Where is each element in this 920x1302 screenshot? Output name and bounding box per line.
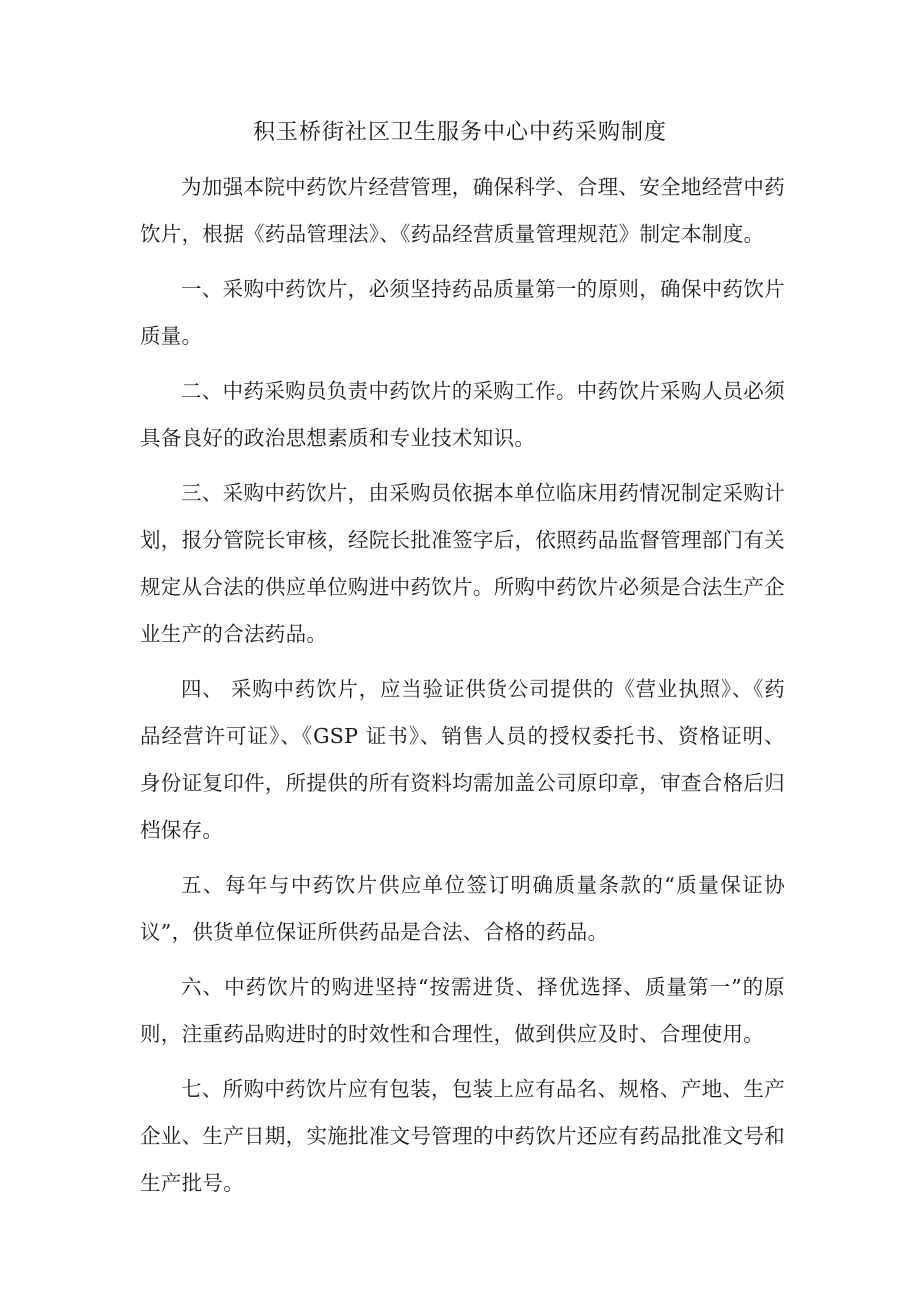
document-body [140, 164, 785, 1207]
document-title: 积玉桥街社区卫生服务中心中药采购制度 [252, 120, 667, 145]
paragraph-clause-4: 四、 采购中药饮片，应当验证供货公司提供的《营业执照》、《药品经营许可证》、《GSP 证书》、销售人员的授权委托书、资格证明、身份证复印件，所提供的所有资料均需加盖公司原印章，审查合格后归档保存。 [140, 677, 785, 842]
paragraph-clause-1: 一、采购中药饮片，必须坚持药品质量第一的原则，确保中药饮片质量。 [140, 277, 785, 348]
paragraph-clause-5: 五、每年与中药饮片供应单位签订明确质量条款的“质量保证协议”，供货单位保证所供药品是合法、合格的药品。 [140, 873, 785, 944]
paragraph-intro: 为加强本院中药饮片经营管理，确保科学、合理、安全地经营中药饮片，根据《药品管理法》、《药品经营质量管理规范》制定本制度。 [140, 175, 785, 246]
paragraph-clause-7: 七、所购中药饮片应有包装，包装上应有品名、规格、产地、生产企业、生产日期，实施批准文号管理的中药饮片还应有药品批准文号和生产批号。 [140, 1077, 785, 1195]
paragraph-clause-6: 六、中药饮片的购进坚持“按需进货、择优选择、质量第一”的原则，注重药品购进时的时效性和合理性，做到供应及时、合理使用。 [140, 975, 785, 1046]
paragraph-clause-2: 二、中药采购员负责中药饮片的采购工作。中药饮片采购人员必须具备良好的政治思想素质和专业技术知识。 [140, 379, 785, 450]
paragraph-clause-3: 三、采购中药饮片，由采购员依据本单位临床用药情况制定采购计划，报分管院长审核，经院长批准签字后，依照药品监督管理部门有关规定从合法的供应单位购进中药饮片。所购中药饮片必须是合法生产企业生产的合法药品。 [140, 481, 785, 646]
